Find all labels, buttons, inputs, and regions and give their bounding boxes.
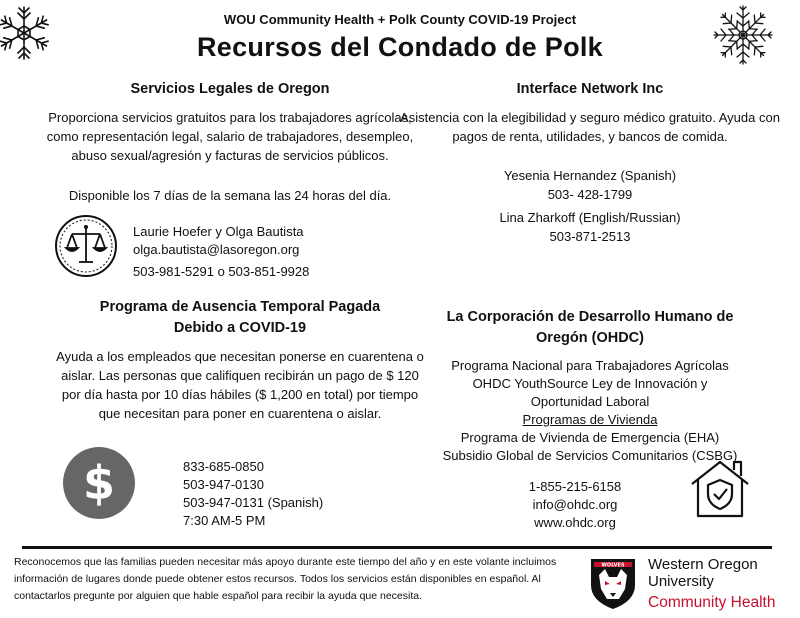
interface-heading: Interface Network Inc	[516, 81, 664, 97]
leave-heading-line2: Debido a COVID-19	[173, 320, 307, 336]
logo-line1: Western Oregon	[648, 556, 758, 573]
leave-heading-line1: Programa de Ausencia Temporal Pagada	[99, 299, 381, 315]
interface-contact2-name: Lina Zharkoff (English/Russian)	[499, 210, 681, 225]
ohdc-program4: Programa de Vivienda de Emergencia (EHA)	[460, 430, 720, 445]
ohdc-program3-wrap	[395, 410, 785, 429]
svg-text:$: $	[82, 456, 116, 510]
footer-note: Reconocemos que las familias pueden necesitar más apoyo durante este tiempo del año y en este volante incluimos información de lugares donde puede obtener estos recursos. Todos los servicios están disponibles en español. Al contactarlos pregunte por alguien que hable español para recibir la ayuda que necesita.	[14, 556, 557, 602]
page-title: Recursos del Condado de Polk	[197, 32, 603, 62]
interface-contact1-name: Yesenia Hernandez (Spanish)	[503, 168, 677, 183]
ohdc-phone[interactable]: 1-855-215-6158	[528, 479, 622, 494]
interface-description: Asistencia con la elegibilidad y seguro médico gratuito. Ayuda con pagos de renta, utilidades, y bancos de comida.	[400, 110, 780, 144]
wou-logo-text	[648, 556, 776, 612]
legal-heading: Servicios Legales de Oregon	[130, 81, 330, 97]
legal-description: Proporciona servicios gratuitos para los trabajadores agrícolas, como representación legal, salario de trabajadores, desempleo, abuso sexual/agresión y facturas de servicios públicos.	[46, 110, 414, 163]
legal-phones[interactable]: 503-981-5291 o 503-851-9928	[133, 264, 310, 279]
logo-line3: Community Health	[648, 594, 776, 611]
legal-availability: Disponible los 7 días de la semana las 24 horas del día.	[68, 188, 392, 203]
ohdc-program2-line2: Oportunidad Laboral	[530, 394, 650, 409]
ohdc-heading-line1: La Corporación de Desarrollo Humano de	[446, 309, 734, 325]
scales-of-justice-icon	[54, 214, 118, 278]
leave-phone2[interactable]: 503-947-0130	[183, 477, 264, 492]
project-subtitle: WOU Community Health + Polk County COVID-19 Project	[223, 12, 577, 27]
ohdc-program5: Subsidio Global de Servicios Comunitarios (CSBG)	[442, 448, 738, 463]
leave-phone3[interactable]: 503-947-0131 (Spanish)	[183, 495, 324, 510]
dollar-icon	[63, 447, 135, 519]
interface-contact1-phone[interactable]: 503- 428-1799	[547, 187, 633, 202]
housing-programs-link[interactable]: Programas de Vivienda	[522, 412, 658, 427]
ohdc-heading-line2: Oregón (OHDC)	[536, 330, 644, 346]
legal-contacts: Laurie Hoefer y Olga Bautista	[133, 224, 304, 239]
ohdc-email[interactable]: info@ohdc.org	[532, 497, 618, 512]
house-shield-icon	[688, 456, 752, 520]
interface-contact2-phone[interactable]: 503-871-2513	[549, 229, 631, 244]
ohdc-program2-line1: OHDC YouthSource Ley de Innovación y	[472, 376, 708, 391]
ohdc-website[interactable]: www.ohdc.org	[534, 515, 616, 530]
leave-hours: 7:30 AM-5 PM	[183, 513, 266, 528]
legal-email[interactable]: olga.bautista@lasoregon.org	[133, 242, 300, 257]
ohdc-program1: Programa Nacional para Trabajadores Agrícolas	[451, 358, 729, 373]
badge-text: WOLVES	[601, 562, 625, 569]
leave-phone1[interactable]: 833-685-0850	[183, 459, 264, 474]
logo-line2: University	[648, 573, 714, 590]
leave-description: Ayuda a los empleados que necesitan ponerse en cuarentena o aislar. Las personas que califiquen recibirán un pago de $ 120 por día hasta por 10 días hábiles ($ 1,200 en total) por tiempo que necesitan para poner en cuarentena o aislar.	[56, 349, 424, 421]
footer-divider	[22, 546, 772, 549]
wolf-badge-icon	[585, 555, 641, 611]
